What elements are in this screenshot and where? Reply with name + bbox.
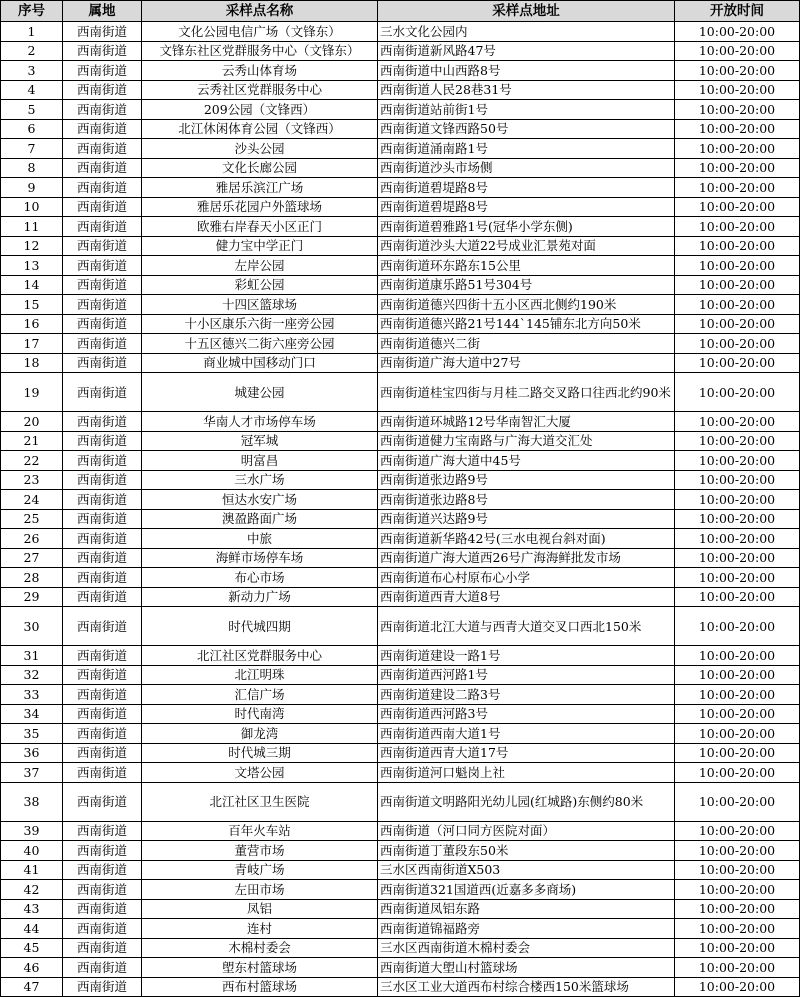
row-district: 西南街道	[63, 470, 142, 490]
row-index: 19	[1, 373, 63, 412]
row-site-name: 时代城四期	[142, 607, 378, 646]
row-site-name: 云秀社区党群服务中心	[142, 80, 378, 100]
row-district: 西南街道	[63, 704, 142, 724]
table-row	[1, 490, 800, 510]
table-row	[1, 217, 800, 237]
table-row	[1, 724, 800, 744]
row-site-name: 十小区康乐六街一座旁公园	[142, 314, 378, 334]
row-site-name: 雅居乐花园户外篮球场	[142, 197, 378, 217]
row-district: 西南街道	[63, 743, 142, 763]
row-site-address: 西南街道张边路8号	[378, 490, 675, 510]
table-row	[1, 470, 800, 490]
row-index: 45	[1, 938, 63, 958]
row-opening-hours: 10:00-20:00	[675, 373, 800, 412]
row-site-address: 西南街道站前街1号	[378, 100, 675, 120]
row-site-address: 西南街道新华路42号(三水电视台斜对面)	[378, 529, 675, 549]
table-row	[1, 22, 800, 42]
table-row	[1, 938, 800, 958]
row-index: 29	[1, 587, 63, 607]
row-site-name: 北江明珠	[142, 665, 378, 685]
row-index: 21	[1, 431, 63, 451]
row-district: 西南街道	[63, 607, 142, 646]
table-row	[1, 119, 800, 139]
table-row	[1, 61, 800, 81]
table-row	[1, 899, 800, 919]
row-opening-hours: 10:00-20:00	[675, 880, 800, 900]
row-site-name: 城建公园	[142, 373, 378, 412]
row-site-address: 西南街道文锋西路50号	[378, 119, 675, 139]
row-index: 14	[1, 275, 63, 295]
row-opening-hours: 10:00-20:00	[675, 431, 800, 451]
row-site-name: 北江社区党群服务中心	[142, 646, 378, 666]
row-index: 8	[1, 158, 63, 178]
row-opening-hours: 10:00-20:00	[675, 236, 800, 256]
row-opening-hours: 10:00-20:00	[675, 217, 800, 237]
table-row	[1, 607, 800, 646]
row-district: 西南街道	[63, 490, 142, 510]
row-opening-hours: 10:00-20:00	[675, 451, 800, 471]
row-site-name: 209公园（文锋西）	[142, 100, 378, 120]
row-site-name: 冠军城	[142, 431, 378, 451]
row-opening-hours: 10:00-20:00	[675, 665, 800, 685]
row-district: 西南街道	[63, 724, 142, 744]
table-row	[1, 158, 800, 178]
row-site-address: 西南街道广海大道中27号	[378, 353, 675, 373]
row-site-name: 汇信广场	[142, 685, 378, 705]
row-district: 西南街道	[63, 373, 142, 412]
row-site-name: 布心市场	[142, 568, 378, 588]
row-site-name: 恒达水安广场	[142, 490, 378, 510]
row-site-address: 西南街道丁董段东50米	[378, 841, 675, 861]
header-site-address: 采样点地址	[378, 1, 675, 22]
row-district: 西南街道	[63, 665, 142, 685]
row-opening-hours: 10:00-20:00	[675, 178, 800, 198]
row-site-address: 西南街道涌南路1号	[378, 139, 675, 159]
row-index: 31	[1, 646, 63, 666]
row-site-address: 西南街道凤铝东路	[378, 899, 675, 919]
row-site-name: 欧雅右岸春天小区正门	[142, 217, 378, 237]
row-district: 西南街道	[63, 509, 142, 529]
row-opening-hours: 10:00-20:00	[675, 119, 800, 139]
row-site-name: 彩虹公园	[142, 275, 378, 295]
row-opening-hours: 10:00-20:00	[675, 899, 800, 919]
row-index: 18	[1, 353, 63, 373]
row-district: 西南街道	[63, 139, 142, 159]
table-row	[1, 958, 800, 978]
table-row	[1, 977, 800, 997]
row-site-address: 西南街道西河路1号	[378, 665, 675, 685]
row-index: 16	[1, 314, 63, 334]
row-site-name: 健力宝中学正门	[142, 236, 378, 256]
row-site-name: 云秀山体育场	[142, 61, 378, 81]
row-opening-hours: 10:00-20:00	[675, 568, 800, 588]
row-site-name: 左田市场	[142, 880, 378, 900]
table-row	[1, 841, 800, 861]
row-opening-hours: 10:00-20:00	[675, 587, 800, 607]
row-opening-hours: 10:00-20:00	[675, 548, 800, 568]
table-row	[1, 529, 800, 549]
row-site-address: 三水区西南街道X503	[378, 860, 675, 880]
row-site-address: 西南街道321国道西(近嘉多多商场)	[378, 880, 675, 900]
row-site-name: 海鲜市场停车场	[142, 548, 378, 568]
table-row	[1, 919, 800, 939]
row-site-address: 西南街道兴达路9号	[378, 509, 675, 529]
header-district: 属地	[63, 1, 142, 22]
row-index: 22	[1, 451, 63, 471]
row-index: 9	[1, 178, 63, 198]
row-opening-hours: 10:00-20:00	[675, 22, 800, 42]
table-row	[1, 782, 800, 821]
row-site-address: 西南街道西河路3号	[378, 704, 675, 724]
table-row	[1, 80, 800, 100]
header-site-name: 采样点名称	[142, 1, 378, 22]
row-district: 西南街道	[63, 41, 142, 61]
row-index: 26	[1, 529, 63, 549]
row-site-name: 十五区德兴二街六座旁公园	[142, 334, 378, 354]
row-site-address: 西南街道健力宝南路与广海大道交汇处	[378, 431, 675, 451]
row-site-address: 西南街道康乐路51号304号	[378, 275, 675, 295]
table-row	[1, 373, 800, 412]
row-opening-hours: 10:00-20:00	[675, 529, 800, 549]
row-district: 西南街道	[63, 100, 142, 120]
row-site-name: 澳盈路面广场	[142, 509, 378, 529]
row-opening-hours: 10:00-20:00	[675, 100, 800, 120]
row-site-address: 西南街道德兴四街十五小区西北侧约190米	[378, 295, 675, 315]
row-opening-hours: 10:00-20:00	[675, 80, 800, 100]
row-site-address: 西南街道建设一路1号	[378, 646, 675, 666]
row-district: 西南街道	[63, 685, 142, 705]
table-row	[1, 743, 800, 763]
row-site-address: 西南街道广海大道中45号	[378, 451, 675, 471]
table-row	[1, 431, 800, 451]
row-index: 24	[1, 490, 63, 510]
row-opening-hours: 10:00-20:00	[675, 139, 800, 159]
row-district: 西南街道	[63, 529, 142, 549]
row-site-name: 青岐广场	[142, 860, 378, 880]
row-district: 西南街道	[63, 412, 142, 432]
row-opening-hours: 10:00-20:00	[675, 490, 800, 510]
row-district: 西南街道	[63, 821, 142, 841]
row-site-name: 文化长廊公园	[142, 158, 378, 178]
row-district: 西南街道	[63, 431, 142, 451]
row-site-address: 西南街道广海大道西26号广海海鲜批发市场	[378, 548, 675, 568]
row-district: 西南街道	[63, 353, 142, 373]
row-opening-hours: 10:00-20:00	[675, 509, 800, 529]
row-site-name: 明富昌	[142, 451, 378, 471]
row-opening-hours: 10:00-20:00	[675, 41, 800, 61]
table-row	[1, 685, 800, 705]
row-site-address: 西南街道建设二路3号	[378, 685, 675, 705]
table-row	[1, 41, 800, 61]
row-district: 西南街道	[63, 568, 142, 588]
row-district: 西南街道	[63, 548, 142, 568]
row-index: 2	[1, 41, 63, 61]
row-opening-hours: 10:00-20:00	[675, 938, 800, 958]
row-index: 3	[1, 61, 63, 81]
row-opening-hours: 10:00-20:00	[675, 334, 800, 354]
table-row	[1, 353, 800, 373]
table-row	[1, 275, 800, 295]
row-district: 西南街道	[63, 763, 142, 783]
row-opening-hours: 10:00-20:00	[675, 353, 800, 373]
row-site-address: 西南街道新风路47号	[378, 41, 675, 61]
row-site-address: 西南街道沙头市场侧	[378, 158, 675, 178]
row-opening-hours: 10:00-20:00	[675, 743, 800, 763]
row-site-address: 西南街道环东路东15公里	[378, 256, 675, 276]
row-site-name: 左岸公园	[142, 256, 378, 276]
row-index: 43	[1, 899, 63, 919]
table-row	[1, 412, 800, 432]
table-row	[1, 334, 800, 354]
row-index: 11	[1, 217, 63, 237]
row-index: 5	[1, 100, 63, 120]
row-index: 23	[1, 470, 63, 490]
table-row	[1, 509, 800, 529]
row-site-address: 西南街道德兴路21号144`145铺东北方向50米	[378, 314, 675, 334]
row-site-name: 御龙湾	[142, 724, 378, 744]
row-site-name: 文锋东社区党群服务中心（文锋东）	[142, 41, 378, 61]
row-district: 西南街道	[63, 275, 142, 295]
table-row	[1, 100, 800, 120]
row-site-name: 新动力广场	[142, 587, 378, 607]
row-site-address: 西南街道人民28巷31号	[378, 80, 675, 100]
row-opening-hours: 10:00-20:00	[675, 275, 800, 295]
table-row	[1, 256, 800, 276]
row-district: 西南街道	[63, 958, 142, 978]
row-index: 39	[1, 821, 63, 841]
row-index: 47	[1, 977, 63, 997]
row-index: 13	[1, 256, 63, 276]
row-site-name: 木棉村委会	[142, 938, 378, 958]
row-opening-hours: 10:00-20:00	[675, 860, 800, 880]
row-index: 40	[1, 841, 63, 861]
row-index: 33	[1, 685, 63, 705]
row-district: 西南街道	[63, 938, 142, 958]
row-opening-hours: 10:00-20:00	[675, 841, 800, 861]
row-index: 25	[1, 509, 63, 529]
row-opening-hours: 10:00-20:00	[675, 197, 800, 217]
row-site-name: 西布村篮球场	[142, 977, 378, 997]
table-row	[1, 646, 800, 666]
table-row	[1, 314, 800, 334]
row-opening-hours: 10:00-20:00	[675, 256, 800, 276]
row-site-name: 沙头公园	[142, 139, 378, 159]
table-row	[1, 665, 800, 685]
row-index: 37	[1, 763, 63, 783]
table-header-row	[1, 1, 800, 22]
row-site-address: 西南街道沙头大道22号成业汇景苑对面	[378, 236, 675, 256]
table-row	[1, 139, 800, 159]
row-district: 西南街道	[63, 22, 142, 42]
row-site-name: 时代南湾	[142, 704, 378, 724]
row-site-name: 文化公园电信广场（文锋东）	[142, 22, 378, 42]
row-district: 西南街道	[63, 334, 142, 354]
row-site-address: 西南街道环城路12号华南智汇大厦	[378, 412, 675, 432]
row-index: 32	[1, 665, 63, 685]
row-site-name: 连村	[142, 919, 378, 939]
row-index: 28	[1, 568, 63, 588]
row-site-address: 西南街道西青大道8号	[378, 587, 675, 607]
row-index: 6	[1, 119, 63, 139]
row-district: 西南街道	[63, 977, 142, 997]
row-site-address: 西南街道文明路阳光幼儿园(红城路)东侧约80米	[378, 782, 675, 821]
row-district: 西南街道	[63, 197, 142, 217]
row-site-address: 三水区工业大道西布村综合楼西150米篮球场	[378, 977, 675, 997]
row-opening-hours: 10:00-20:00	[675, 821, 800, 841]
row-district: 西南街道	[63, 295, 142, 315]
table-row	[1, 763, 800, 783]
row-site-address: 西南街道中山西路8号	[378, 61, 675, 81]
row-district: 西南街道	[63, 841, 142, 861]
row-index: 7	[1, 139, 63, 159]
row-opening-hours: 10:00-20:00	[675, 763, 800, 783]
row-site-address: 西南街道大塱山村篮球场	[378, 958, 675, 978]
row-index: 30	[1, 607, 63, 646]
table-body	[1, 22, 800, 997]
row-site-name: 北江社区卫生医院	[142, 782, 378, 821]
row-index: 17	[1, 334, 63, 354]
row-index: 1	[1, 22, 63, 42]
row-district: 西南街道	[63, 880, 142, 900]
row-district: 西南街道	[63, 899, 142, 919]
table-row	[1, 178, 800, 198]
row-opening-hours: 10:00-20:00	[675, 158, 800, 178]
row-site-name: 百年火车站	[142, 821, 378, 841]
row-opening-hours: 10:00-20:00	[675, 977, 800, 997]
row-opening-hours: 10:00-20:00	[675, 958, 800, 978]
row-index: 38	[1, 782, 63, 821]
row-opening-hours: 10:00-20:00	[675, 61, 800, 81]
row-site-address: 西南街道碧堤路8号	[378, 178, 675, 198]
row-site-address: 西南街道西南大道1号	[378, 724, 675, 744]
row-site-address: 西南街道碧堤路8号	[378, 197, 675, 217]
row-opening-hours: 10:00-20:00	[675, 782, 800, 821]
row-district: 西南街道	[63, 80, 142, 100]
row-index: 35	[1, 724, 63, 744]
table-row	[1, 860, 800, 880]
row-site-name: 十四区篮球场	[142, 295, 378, 315]
row-district: 西南街道	[63, 451, 142, 471]
row-district: 西南街道	[63, 236, 142, 256]
row-site-address: 西南街道河口魁岗上社	[378, 763, 675, 783]
row-site-name: 华南人才市场停车场	[142, 412, 378, 432]
header-opening-hours: 开放时间	[675, 1, 800, 22]
row-site-address: 西南街道（河口同方医院对面）	[378, 821, 675, 841]
row-opening-hours: 10:00-20:00	[675, 607, 800, 646]
table-row	[1, 548, 800, 568]
row-site-address: 西南街道张边路9号	[378, 470, 675, 490]
row-site-name: 雅居乐滨江广场	[142, 178, 378, 198]
row-site-address: 三水区西南街道木棉村委会	[378, 938, 675, 958]
table-row	[1, 295, 800, 315]
row-index: 10	[1, 197, 63, 217]
row-opening-hours: 10:00-20:00	[675, 314, 800, 334]
row-district: 西南街道	[63, 256, 142, 276]
row-index: 36	[1, 743, 63, 763]
row-opening-hours: 10:00-20:00	[675, 919, 800, 939]
row-district: 西南街道	[63, 587, 142, 607]
table-row	[1, 821, 800, 841]
row-site-name: 商业城中国移动门口	[142, 353, 378, 373]
row-index: 12	[1, 236, 63, 256]
table-row	[1, 587, 800, 607]
row-site-name: 塱东村篮球场	[142, 958, 378, 978]
row-index: 34	[1, 704, 63, 724]
row-index: 20	[1, 412, 63, 432]
row-district: 西南街道	[63, 119, 142, 139]
row-site-address: 三水文化公园内	[378, 22, 675, 42]
table-row	[1, 451, 800, 471]
row-opening-hours: 10:00-20:00	[675, 685, 800, 705]
table-row	[1, 568, 800, 588]
table-row	[1, 236, 800, 256]
row-index: 27	[1, 548, 63, 568]
table-row	[1, 880, 800, 900]
table-row	[1, 704, 800, 724]
row-site-address: 西南街道布心村原布心小学	[378, 568, 675, 588]
row-district: 西南街道	[63, 860, 142, 880]
row-site-address: 西南街道桂宝四街与月桂二路交叉路口往西北约90米	[378, 373, 675, 412]
row-site-name: 北江休闲体育公园（文锋西）	[142, 119, 378, 139]
row-site-address: 西南街道西青大道17号	[378, 743, 675, 763]
row-site-address: 西南街道北江大道与西青大道交叉口西北150米	[378, 607, 675, 646]
row-opening-hours: 10:00-20:00	[675, 704, 800, 724]
row-opening-hours: 10:00-20:00	[675, 646, 800, 666]
row-district: 西南街道	[63, 919, 142, 939]
row-district: 西南街道	[63, 178, 142, 198]
row-site-address: 西南街道锦福路旁	[378, 919, 675, 939]
row-district: 西南街道	[63, 646, 142, 666]
row-opening-hours: 10:00-20:00	[675, 724, 800, 744]
row-index: 42	[1, 880, 63, 900]
table-row	[1, 197, 800, 217]
row-opening-hours: 10:00-20:00	[675, 470, 800, 490]
row-site-name: 中旅	[142, 529, 378, 549]
row-index: 15	[1, 295, 63, 315]
row-opening-hours: 10:00-20:00	[675, 412, 800, 432]
row-index: 4	[1, 80, 63, 100]
row-site-address: 西南街道德兴二街	[378, 334, 675, 354]
row-site-name: 三水广场	[142, 470, 378, 490]
row-district: 西南街道	[63, 782, 142, 821]
row-district: 西南街道	[63, 217, 142, 237]
row-district: 西南街道	[63, 61, 142, 81]
row-district: 西南街道	[63, 158, 142, 178]
row-district: 西南街道	[63, 314, 142, 334]
row-site-address: 西南街道碧雅路1号(冠华小学东侧)	[378, 217, 675, 237]
row-index: 41	[1, 860, 63, 880]
row-opening-hours: 10:00-20:00	[675, 295, 800, 315]
row-site-name: 凤铝	[142, 899, 378, 919]
row-site-name: 文塔公园	[142, 763, 378, 783]
row-site-name: 董营市场	[142, 841, 378, 861]
header-index: 序号	[1, 1, 63, 22]
row-index: 44	[1, 919, 63, 939]
row-index: 46	[1, 958, 63, 978]
row-site-name: 时代城三期	[142, 743, 378, 763]
